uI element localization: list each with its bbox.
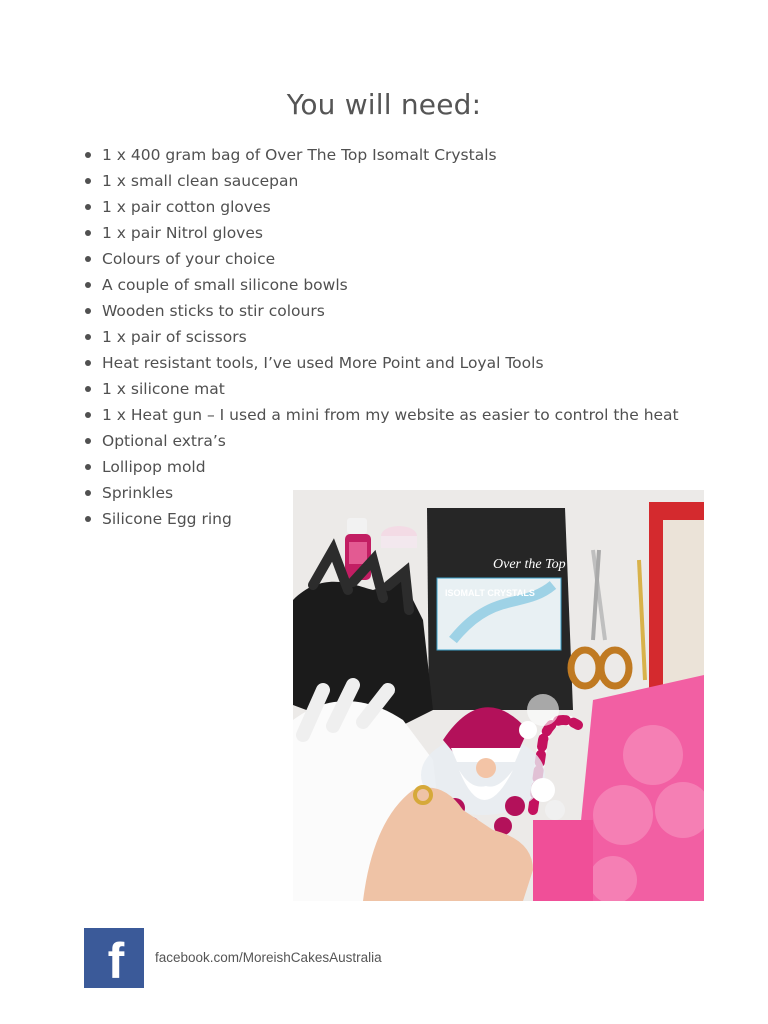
list-item <box>84 352 724 378</box>
bullet-icon <box>85 438 91 444</box>
list-item-text: Silicone Egg ring <box>102 510 232 528</box>
list-item <box>84 326 724 352</box>
list-item-text: A couple of small silicone bowls <box>102 276 348 294</box>
list-item <box>84 378 724 404</box>
facebook-link[interactable]: facebook.com/MoreishCakesAustralia <box>155 950 382 965</box>
supplies-photo-illustration <box>293 490 704 901</box>
supplies-photo <box>293 490 704 901</box>
sprinkles-tub <box>381 526 417 548</box>
supply-list <box>84 144 724 534</box>
svg-text:Over the Top: Over the Top <box>493 557 566 572</box>
list-item-text: Optional extra’s <box>102 432 226 450</box>
list-item <box>84 222 724 248</box>
list-item-text: 1 x pair Nitrol gloves <box>102 224 263 242</box>
bullet-icon <box>85 256 91 262</box>
list-item <box>84 144 724 170</box>
bullet-icon <box>85 308 91 314</box>
list-item <box>84 300 724 326</box>
bullet-icon <box>85 230 91 236</box>
list-item-text: 1 x 400 gram bag of Over The Top Isomalt Crystals <box>102 146 497 164</box>
list-item <box>84 456 724 482</box>
bullet-icon <box>85 516 91 522</box>
list-item <box>84 196 724 222</box>
bullet-icon <box>85 204 91 210</box>
bullet-icon <box>85 152 91 158</box>
list-item <box>84 170 724 196</box>
isomalt-bag <box>427 508 573 710</box>
list-item-text: 1 x Heat gun – I used a mini from my website as easier to control the heat <box>102 406 679 424</box>
bullet-icon <box>85 282 91 288</box>
list-item-text: Sprinkles <box>102 484 174 502</box>
list-item-text: Heat resistant tools, I’ve used More Point and Loyal Tools <box>102 354 544 372</box>
list-item <box>84 404 724 430</box>
list-item-text: 1 x small clean saucepan <box>102 172 299 190</box>
list-item-text: Wooden sticks to stir colours <box>102 302 325 320</box>
bullet-icon <box>85 412 91 418</box>
bullet-icon <box>85 360 91 366</box>
bullet-icon <box>85 178 91 184</box>
bullet-icon <box>85 490 91 496</box>
bullet-icon <box>85 386 91 392</box>
page-title: You will need: <box>286 88 482 121</box>
list-item-text: 1 x pair of scissors <box>102 328 247 346</box>
facebook-glyph: f <box>107 933 125 989</box>
list-item <box>84 430 724 456</box>
list-item-text: Lollipop mold <box>102 458 206 476</box>
list-item <box>84 274 724 300</box>
facebook-icon[interactable] <box>84 928 144 988</box>
list-item-text: 1 x silicone mat <box>102 380 225 398</box>
list-item-text: Colours of your choice <box>102 250 276 268</box>
list-item-text: 1 x pair cotton gloves <box>102 198 271 216</box>
list-item <box>84 248 724 274</box>
bullet-icon <box>85 464 91 470</box>
bullet-icon <box>85 334 91 340</box>
svg-text:ISOMALT CRYSTALS: ISOMALT CRYSTALS <box>445 588 535 598</box>
